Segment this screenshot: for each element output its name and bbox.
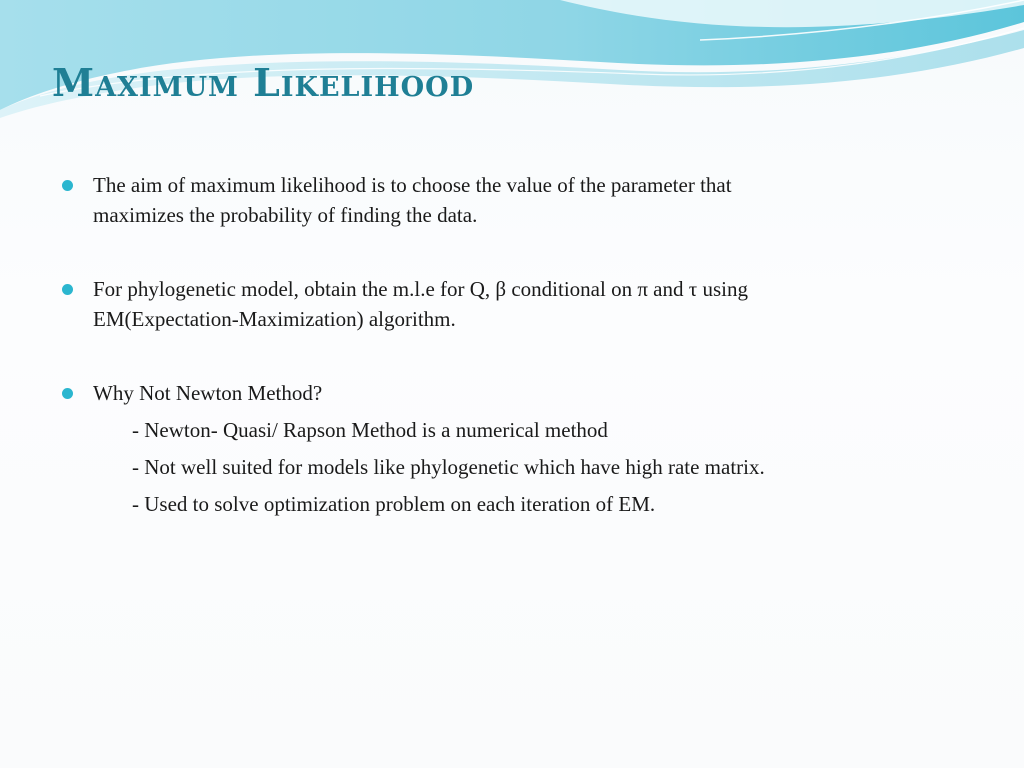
sub-item: - Used to solve optimization problem on each iteration of EM. — [132, 492, 656, 516]
bullet-item — [62, 274, 942, 334]
bullet-list — [62, 170, 942, 519]
bullet-item — [62, 170, 942, 230]
bullet-text-line: maximizes the probability of finding the data. — [93, 203, 478, 227]
bullet-text-line: EM(Expectation-Maximization) algorithm. — [93, 307, 456, 331]
slide-title: Maximum Likelihood — [52, 60, 475, 105]
bullet-dot-icon — [62, 284, 73, 295]
sub-item: - Newton- Quasi/ Rapson Method is a numerical method — [132, 418, 608, 442]
bullet-item — [62, 378, 942, 519]
bullet-text-line: Why Not Newton Method? — [93, 381, 323, 405]
bullet-text-line: For phylogenetic model, obtain the m.l.e for Q, β conditional on π and τ using — [93, 277, 748, 301]
bullet-text-line: The aim of maximum likelihood is to choose the value of the parameter that — [93, 173, 732, 197]
bullet-dot-icon — [62, 180, 73, 191]
bullet-dot-icon — [62, 388, 73, 399]
sub-item: - Not well suited for models like phylogenetic which have high rate matrix. — [132, 455, 765, 479]
